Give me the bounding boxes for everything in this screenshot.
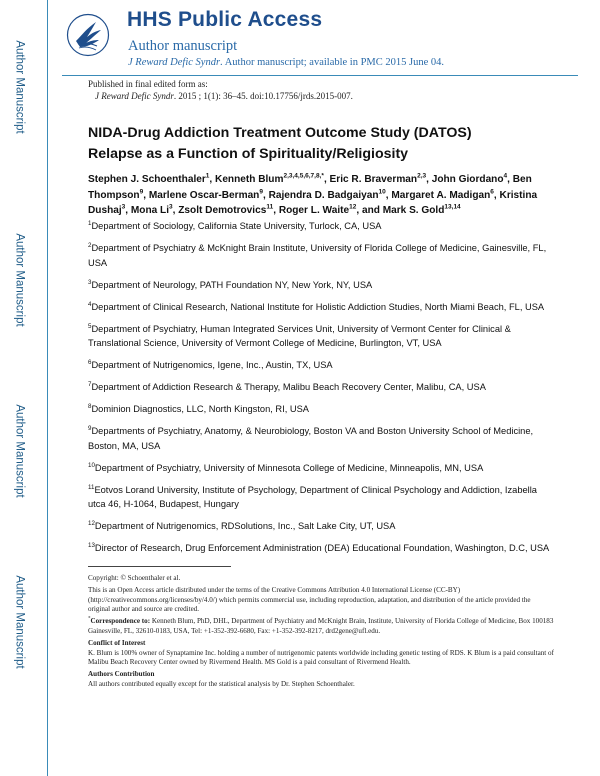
- affiliation-item: $^{12}$Department of Nutrigenomics, RDSolutions, Inc., Salt Lake City, UT, USA: [88, 519, 396, 531]
- banner-title: HHS Public Access: [127, 8, 323, 31]
- coi-text: K. Blum is 100% owner of Synaptamine Inc. holding a number of nutrigenomic patents worldwide including genetic testing of RDS. K Blum is a paid consultant of Malibu Beach Recovery Center owned by Rivermend Health. MS Gold is a paid consultant of Rivermend Health.: [88, 648, 554, 667]
- left-sidebar: [0, 0, 48, 776]
- affiliation-item: $^{13}$Director of Research, Drug Enforcement Administration (DEA) Educational Foundation, Washington, D.C, USA: [88, 541, 550, 553]
- affiliation-item: $^8$Dominion Diagnostics, LLC, North Kingston, RI, USA: [88, 402, 309, 414]
- affiliation-item: $^9$Departments of Psychiatry, Anatomy, & Neurobiology, Boston VA and Boston University School of Medicine, Boston, MA, USA: [88, 424, 534, 451]
- author-affiliation-marker: 12: [349, 203, 357, 211]
- banner-subtitle: Author manuscript: [128, 38, 238, 54]
- author-name: Eric R. Braverman$^{2,3}$: [329, 172, 427, 185]
- author-affiliation-marker: 9: [259, 188, 263, 196]
- affiliation-item: $^3$Department of Neurology, PATH Foundation NY, New York, NY, USA: [88, 278, 373, 290]
- author-list: Stephen J. Schoenthaler$^1$, Kenneth Blum$^{2,3,4,5,6,7,8,*}$, Eric R. Braverman$^{2,3}$, John Giordano$^4$, Ben Thompson$^9$, Marlene Oscar-Berman$^9$, Rajendra D. Badgaiyan$^{10}$, Margaret A. Madigan$^6$, Kristina Dushaj$^3$, Mona Li$^3$, Zsolt Demotrovics$^{11}$, Roger L. Waite$^{12}$, and Mark S. Gold$^{13,14}$: [88, 172, 538, 216]
- contribution-text: All authors contributed equally except for the statistical analysis by Dr. Stephen Schoenthaler.: [88, 679, 355, 688]
- license-note: This is an Open Access article distributed under the terms of the Creative Commons Attribution 4.0 International License (CC-BY) (http://creativecommons.org/licenses/by/4.0/) which permits commercial use, including reproduction, adaptation, and distribution of the article provided the original author and source are credited.: [88, 586, 531, 614]
- contribution-heading: Authors Contribution: [88, 670, 155, 679]
- author-affiliation-marker: 9: [139, 188, 144, 196]
- correspondence-note: *Correspondence to: Kenneth Blum, PhD, DHL, Department of Psychiatry and McKnight Brain, Institute, University of Florida College of Medicine, Box 100183 Gainesville, FL, 32610-0183, USA, Tel: +1-352-392-6680, Fax: +1-352-392-8217, drd2gene@ufl.edu.: [88, 617, 554, 635]
- banner-availability: J Reward Defic Syndr. Author manuscript; available in PMC 2015 June 04.: [128, 57, 445, 68]
- citation-line: J Reward Defic Syndr. 2015 ; 1(1): 36–45. doi:10.17756/jrds.2015-007.: [95, 91, 353, 101]
- author-name: Mona Li$^3$: [130, 203, 173, 216]
- sidebar-label-author-manuscript: Author Manuscript: [14, 575, 27, 669]
- author-affiliation-marker: 11: [266, 203, 274, 211]
- coi-heading: Conflict of Interest: [88, 639, 146, 648]
- author-affiliation-marker: 13,14: [444, 203, 461, 211]
- published-label: Published in final edited form as:: [88, 79, 208, 89]
- affiliation-item: $^4$Department of Clinical Research, National Institute for Holistic Addiction Studies, North Miami Beach, FL, USA: [88, 300, 545, 312]
- author-name: John Giordano$^4$: [431, 172, 508, 185]
- author-name: Rajendra D. Badgaiyan$^{10}$: [268, 188, 386, 201]
- affiliation-item: $^1$Department of Sociology, California State University, Turlock, CA, USA: [88, 219, 382, 231]
- affiliation-item: $^7$Department of Addiction Research & Therapy, Malibu Beach Recovery Center, Malibu, CA, USA: [88, 380, 486, 392]
- footnotes: [88, 574, 554, 692]
- author-affiliation-marker: 6: [490, 188, 494, 196]
- author-name: Ben Thompson$^9$: [88, 174, 532, 201]
- author-affiliation-marker: 2,3,4,5,6,7,8,*: [283, 172, 324, 180]
- affiliation-item: $^{10}$Department of Psychiatry, University of Minnesota College of Medicine, Minneapolis, MN, USA: [88, 461, 484, 473]
- author-name: Marlene Oscar-Berman$^9$: [148, 188, 263, 201]
- author-name: Zsolt Demotrovics$^{11}$: [178, 203, 274, 216]
- author-affiliation-marker: 1: [205, 172, 210, 180]
- affiliation-item: $^5$Department of Psychiatry, Human Integrated Services Unit, University of Vermont Center for Clinical & Translational Science, University of Vermont College of Medicine, Burlington, VT, USA: [88, 322, 511, 348]
- hhs-eagle-logo-icon: [66, 13, 110, 57]
- affiliation-item: $^6$Department of Nutrigenomics, Igene, Inc., Austin, TX, USA: [88, 358, 333, 370]
- footnote-divider: [88, 566, 231, 567]
- article-title: NIDA-Drug Addiction Treatment Outcome Study (DATOS) Relapse as a Function of Spirituality/Religiosity: [88, 125, 472, 162]
- affiliation-item: $^2$Department of Psychiatry & McKnight Brain Institute, University of Florida College of Medicine, Gainesville, FL, USA: [88, 241, 547, 268]
- affiliation-item: $^{11}$Eotvos Lorand University, Institute of Psychology, Department of Clinical Psychology and Addiction, Izabella utca 46, H-1064, Budapest, Hungary: [88, 483, 537, 509]
- author-name: Kristina Dushaj$^3$: [88, 189, 538, 216]
- author-affiliation-marker: 4: [503, 172, 508, 180]
- affiliation-list: [88, 219, 550, 563]
- author-name: Roger L. Waite$^{12}$: [278, 203, 357, 216]
- author-name: Kenneth Blum$^{2,3,4,5,6,7,8,*}$: [215, 172, 324, 185]
- author-name: Mark S. Gold$^{13,14}$: [382, 203, 461, 216]
- author-name: Stephen J. Schoenthaler$^1$: [88, 172, 210, 185]
- author-affiliation-marker: 3: [169, 203, 173, 211]
- sidebar-label-author-manuscript: Author Manuscript: [14, 40, 27, 134]
- author-affiliation-marker: 10: [378, 188, 386, 196]
- author-name: Margaret A. Madigan$^6$: [391, 188, 494, 201]
- sidebar-label-author-manuscript: Author Manuscript: [14, 404, 27, 498]
- banner-divider: [62, 75, 578, 76]
- author-affiliation-marker: 2,3: [417, 172, 427, 180]
- author-affiliation-marker: 3: [121, 203, 126, 211]
- copyright-note: Copyright: © Schoenthaler et al.: [88, 574, 181, 582]
- sidebar-label-author-manuscript: Author Manuscript: [14, 233, 27, 327]
